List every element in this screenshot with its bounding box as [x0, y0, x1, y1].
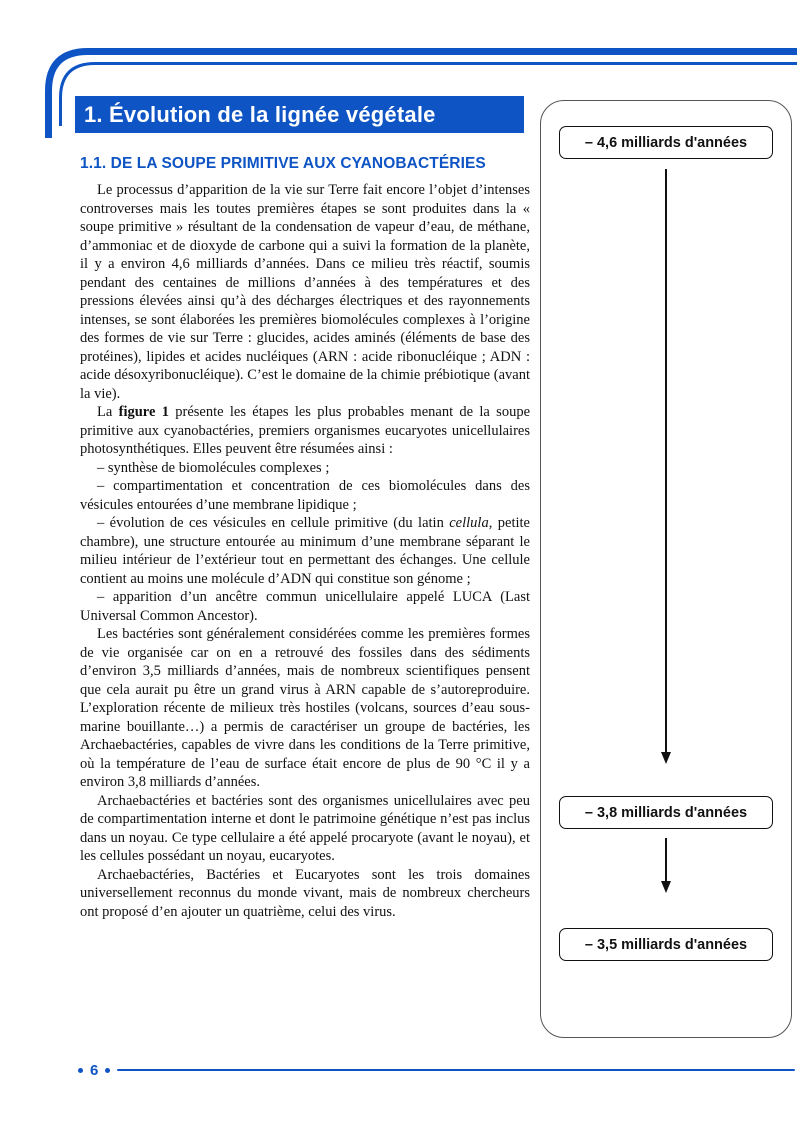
timeline-box-3-5-milliards	[559, 928, 773, 961]
footer-dot-icon	[105, 1068, 110, 1073]
paragraph-soupe-primitive: Le processus d’apparition de la vie sur Terre fait encore l’objet d’intenses controverses mais les toutes premières étapes se sont produites dans la « soupe primitive » résultant de la condensation de vapeur d’eau, de méthane, d’ammoniac et de dioxyde de carbone qui a suivi la formation de la planète, il y a environ 4,6 milliards d’années. Dans ce milieu très réactif, soumis pendant des centaines de millions d’années à des températures et des pressions élevées ainsi qu’à des décharges électriques et des rayonnements intenses, se sont élaborées les premières biomolécules complexes à l’origine des formes de vie sur Terre : glucides, acides aminés (éléments de base des protéines), lipides et acides nucléiques (ARN : acide ribonucléique ; ADN : acide désoxyribonucléique). C’est le domaine de la chimie prébiotique (avant la vie).	[80, 182, 530, 402]
paragraph-bacteries: Les bactéries sont généralement considérées comme les premières formes de vie organisée car on en a retrouvé des fossiles dans des sédiments d’environ 3,5 milliards d’années, mais de nombreux scientifiques pensent que cela aurait pu être un grand virus à ARN capable de s’autoreproduire. L’exploration récente de milieux très hostiles (volcans, sources d’eau sous-marine bouillante…) a permis de caractériser un groupe de bactéries, les Archaebactéries, capables de vivre dans les conditions de la Terre primitive, où la température de l’eau de surface était encore de plus de 90 °C il y a environ 3,8 milliards d’années.	[80, 626, 530, 790]
list-item-evolution-vesicules: – évolution de ces vésicules en cellule primitive (du latin cellula, petite chambre), une structure entourée au minimum d’une membrane séparant le milieu intérieur de l’extérieur tout en permettant des échanges. Une cellule contient au moins une molécule d’ADN qui constitue son génome ;	[80, 515, 530, 587]
section-heading: 1.1. DE LA SOUPE PRIMITIVE AUX CYANOBACTÉRIES	[80, 155, 486, 172]
timeline-box-3-8-milliards	[559, 796, 773, 829]
timeline-box-4-6-milliards	[559, 126, 773, 159]
footer-dot-icon	[78, 1068, 83, 1073]
timeline-label: – 3,8 milliards d'années	[584, 804, 748, 821]
timeline-label: – 3,5 milliards d'années	[584, 936, 748, 953]
list-item-compartimentation: – compartimentation et concentration de ces biomolécules dans des vésicules entourées d’une membrane lipidique ;	[80, 478, 530, 513]
arrow-down-icon	[661, 169, 671, 764]
footer-rule	[117, 1069, 795, 1072]
chapter-title: 1. Évolution de la lignée végétale	[84, 101, 436, 127]
paragraph-figure-1: La figure 1 présente les étapes les plus probables menant de la soupe primitive aux cyanobactéries, premiers organismes eucaryotes unicellulaires photosynthétiques. Elles peuvent être résumées ainsi :	[80, 404, 531, 457]
paragraph-trois-domaines: Archaebactéries, Bactéries et Eucaryotes sont les trois domaines universellement reconnus du monde vivant, mais de nombreux chercheurs ont proposé d’en ajouter un quatrième, celui des virus.	[80, 866, 530, 920]
page-footer	[78, 1062, 795, 1078]
timeline-panel	[540, 100, 792, 1038]
body-text	[80, 181, 530, 921]
chapter-title-bar	[75, 96, 524, 133]
paragraph-procaryote: Archaebactéries et bactéries sont des organismes unicellulaires avec peu de compartimentation interne et dont le patrimoine génétique n’est pas inclus dans un noyau. Ce type cellulaire a été appelé procaryote (avant le noyau), et les cellules possédant un noyau, eucaryotes.	[80, 792, 530, 864]
timeline-label: – 4,6 milliards d'années	[584, 134, 748, 151]
page-number: 6	[90, 1061, 99, 1079]
arrow-down-icon	[661, 838, 671, 893]
list-item-synthese: – synthèse de biomolécules complexes ;	[97, 459, 330, 476]
list-item-luca: – apparition d’un ancêtre commun unicellulaire appelé LUCA (Last Universal Common Ancestor).	[80, 589, 530, 624]
